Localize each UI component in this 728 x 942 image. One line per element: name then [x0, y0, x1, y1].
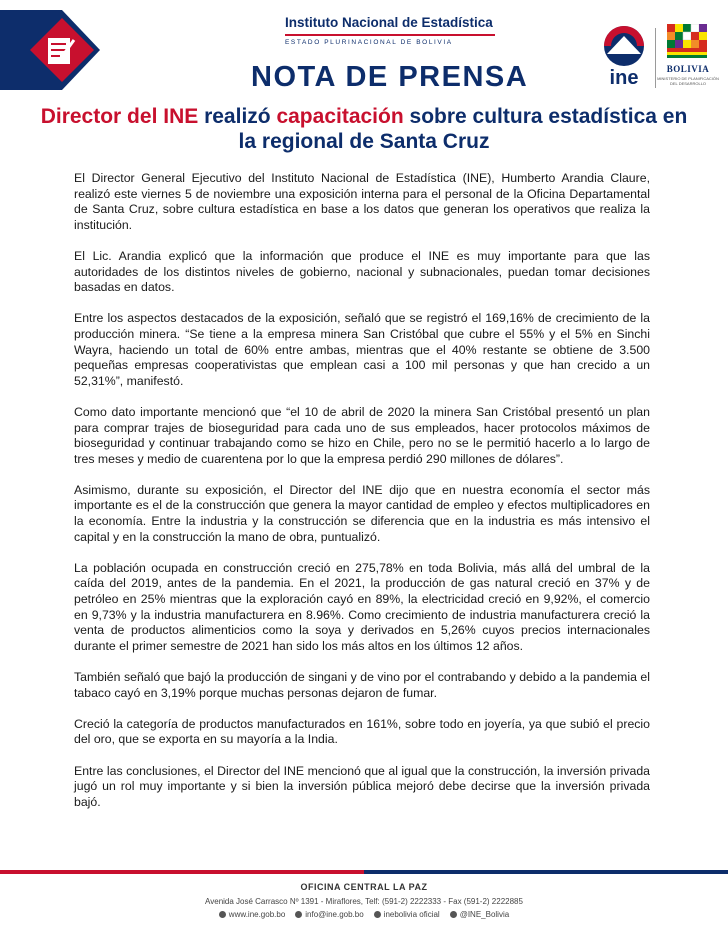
footer-office: OFICINA CENTRAL LA PAZ [300, 882, 428, 892]
footer-divider [0, 870, 728, 874]
ine-logo-text: ine [609, 67, 639, 89]
header-divider [285, 34, 495, 36]
paragraph: El Lic. Arandia explicó que la información que produce el INE es muy importante para que las autoridades de los distintos niveles de gobierno, nacional y subnacionales, puedan tomar decisiones basadas en datos. [74, 248, 650, 295]
paragraph: Creció la categoría de productos manufacturados en 161%, sobre todo en joyería, ya que subió el precio del oro, que se exporta en su mayoría a la India. [74, 716, 650, 747]
paragraph: El Director General Ejecutivo del Instituto Nacional de Estadística (INE), Humberto Arandia Claure, realizó este viernes 5 de noviembre una exposición interna para el personal de la Oficina Departamental de Santa Cruz, sobre cultura estadística en base a los datos que generan los operativos que realiza la institución. [74, 171, 650, 232]
facebook-icon [374, 911, 381, 918]
footer-facebook[interactable] [374, 910, 440, 919]
twitter-icon [450, 911, 457, 918]
footer-twitter[interactable] [450, 910, 509, 919]
footer-address: Avenida José Carrasco Nº 1391 - Miraflores, Telf: (591-2) 2222333 - Fax (591-2) 2222885 [205, 897, 523, 906]
footer-web-text: www.ine.gob.bo [228, 910, 286, 919]
paragraph: Entre las conclusiones, el Director del INE mencionó que al igual que la construcción, la inversión privada jugó un rol muy importante y si bien la inversión pública mejoró debe decirse que la inversión privada bajó. [74, 763, 650, 809]
bolivia-label: BOLIVIA [666, 64, 710, 74]
paragraph: Como dato importante mencionó que “el 10 de abril de 2020 la minera San Cristóbal presentó un plan para comprar trajes de bioseguridad para cada uno de sus empleados, hacer protocolos máximos de bioseguridad y continuar trabajando como se hizo en Chile, pero no se le permitió hacerlo a lo largo de tres meses y medio de cuarentena por lo que la empresa perdió 290 millones de dólares”. [74, 404, 650, 466]
paragraph: También señaló que bajó la producción de singani y de vino por el contrabando y debido a la pandemia el tabaco cayó en 3,19% porque muchas personas dejaron de fumar. [74, 670, 650, 700]
page-header [0, 0, 728, 100]
footer-contacts [0, 910, 728, 919]
title-part-2: realizó [198, 105, 277, 128]
globe-icon [219, 911, 226, 918]
paragraph: La población ocupada en construcción creció en 275,78% en toda Bolivia, más allá del umbral de la caída del 2019, antes de la pandemia. En el 2021, la producción de gas natural creció en 37% y de petróleo en 25% mientras que la exploración cayó en 89%, la electricidad creció en 9,92%, el comercio en 9,73% y la industria manufacturera en 8.96%. Como crecimiento de industria manufacturera creció la venta de productos alimenticios como la soya y derivados en 5,26% cuyos precios internacionales durante el primer semestre de 2021 han sido los más altos en los últimos 12 años. [74, 560, 650, 653]
paragraph: Entre los aspectos destacados de la exposición, señaló que se registró el 169,16% de crecimiento de la producción minera. “Se tiene a la empresa minera San Cristóbal que cubre el 55% y el 5% en Sinchi Wayra, haciendo un total de 60% entre ambas, mientras que el 40% restante se obtiene de 3.500 pequeñas empresas cooperativistas que emplean casi a 100 mil personas y que han crecido a un 52,31%”, manifestó. [74, 311, 650, 388]
footer-email-text: info@ine.gob.bo [305, 910, 364, 919]
title-part-1: Director del INE [40, 105, 199, 128]
institution-name: Instituto Nacional de Estadística [285, 15, 493, 30]
footer-web[interactable] [219, 910, 285, 919]
footer-facebook-text: inebolivia oficial [383, 910, 440, 919]
document-type-heading: NOTA DE PRENSA [251, 61, 529, 93]
article-title [40, 104, 688, 154]
bolivia-emblem-icon [667, 24, 707, 58]
title-part-3: capacitación [276, 105, 404, 128]
bolivia-subtitle: MINISTERIO DE PLANIFICACIÓN DEL DESARROLLO [657, 76, 719, 86]
paragraph: Asimismo, durante su exposición, el Director del INE dijo que en nuestra economía el sector más importante es el de la construcción que genera la mayor cantidad de empleo y efectos multiplicadores en la economía. Entre la industria y la construcción se diferencia que en la industria es más intensivo el capital y en la construcción la mano de obra, puntualizó. [74, 482, 650, 544]
press-note-icon [0, 10, 100, 90]
institution-subtitle: ESTADO PLURINACIONAL DE BOLIVIA [285, 39, 453, 46]
ine-logo [597, 24, 651, 90]
footer-twitter-text: @INE_Bolivia [459, 910, 510, 919]
footer-email[interactable] [295, 910, 363, 919]
title-part-4: sobre cultura estadística en la regional de Santa Cruz [238, 105, 688, 153]
article-body [74, 171, 650, 826]
email-icon [295, 911, 302, 918]
